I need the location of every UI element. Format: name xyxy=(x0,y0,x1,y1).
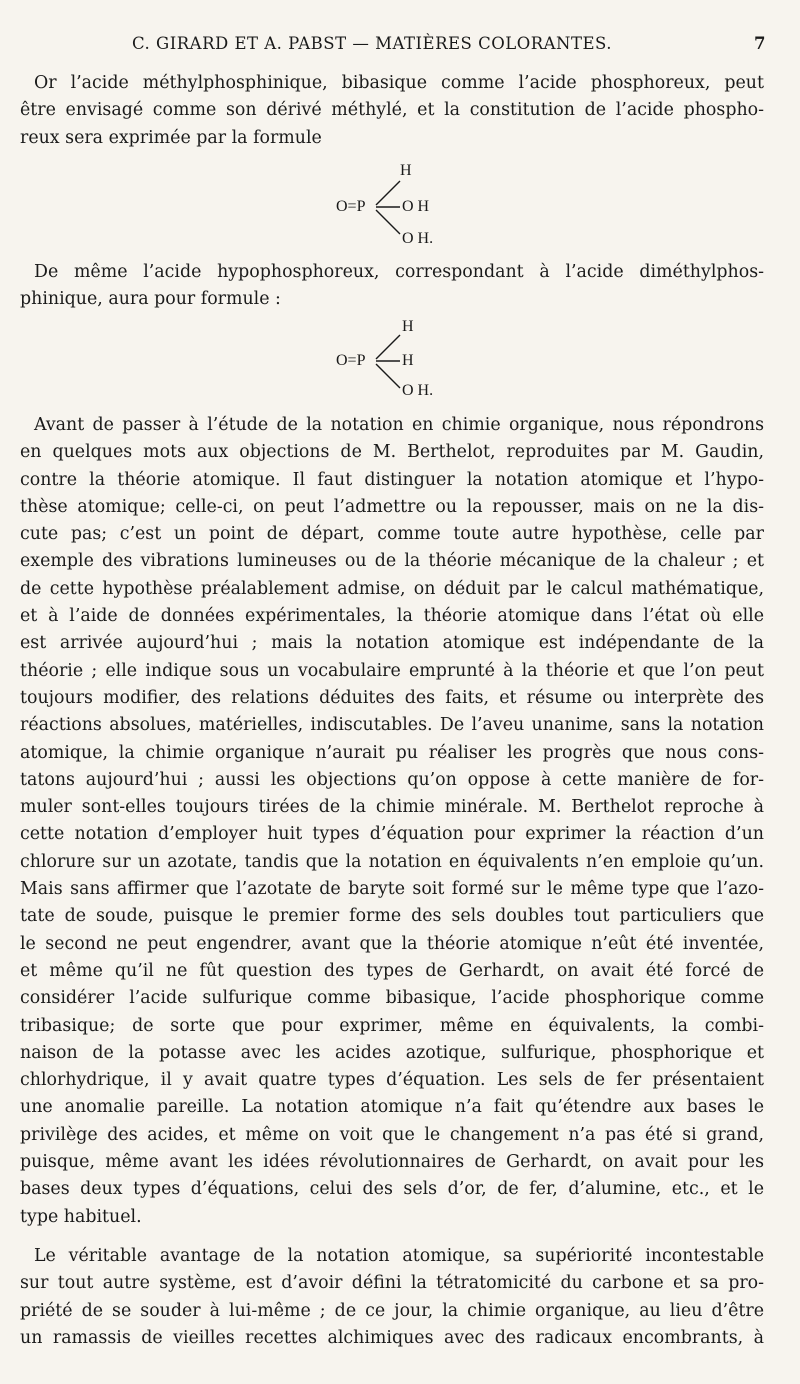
formula-atom: O=P xyxy=(336,198,366,215)
hypophosphorous-acid-formula xyxy=(336,314,476,414)
paragraph-1 xyxy=(20,70,764,152)
running-header xyxy=(40,34,776,58)
text-line: priété de se souder à lui-même ; de ce jour, la chimie organique, au lieu d’être xyxy=(20,1300,764,1321)
text-line: un ramassis de vieilles recettes alchimiques avec des radicaux encombrants, à xyxy=(20,1327,764,1348)
text-line: être envisagé comme son dérivé méthylé, et la constitution de l’acide phospho- xyxy=(20,100,764,121)
formula-atom: O=P xyxy=(336,352,366,369)
text-line: en quelques mots aux objections de M. Berthelot, reproduites par M. Gaudin, xyxy=(20,442,764,463)
paragraph-2 xyxy=(20,259,764,314)
paragraph-3 xyxy=(20,412,764,1231)
text-line: chlorhydrique, il y avait quatre types d’équation. Les sels de fer présentaient xyxy=(20,1070,764,1091)
running-title: C. GIRARD ET A. PABST — MATIÈRES COLORANTES. xyxy=(132,34,613,53)
text-line: exemple des vibrations lumineuses ou de la théorie mécanique de la chaleur ; et xyxy=(20,551,764,572)
text-line: et même qu’il ne fût question des types de Gerhardt, on avait été forcé de xyxy=(20,960,764,981)
text-line: tribasique; de sorte que pour exprimer, même en équivalents, la combi- xyxy=(20,1015,764,1036)
page-number: 7 xyxy=(754,34,766,53)
text-line: théorie ; elle indique sous un vocabulaire emprunté à la théorie et que l’on peut xyxy=(20,660,764,681)
text-line: Le véritable avantage de la notation atomique, sa supériorité incontestable xyxy=(34,1246,764,1266)
text-line: de cette hypothèse préalablement admise, on déduit par le calcul mathématique, xyxy=(20,578,764,599)
formula-atom: H xyxy=(402,318,414,335)
text-line: toujours modifier, des relations déduites des faits, et résume ou interprète des xyxy=(20,687,764,708)
text-line: puisque, même avant les idées révolutionnaires de Gerhardt, on avait pour les xyxy=(20,1152,764,1173)
text-line: type habituel. xyxy=(20,1206,142,1227)
text-line: atomique, la chimie organique n’aurait pu réaliser les progrès que nous cons- xyxy=(20,742,764,763)
formula-atom: O H. xyxy=(402,230,434,247)
text-line: privilège des acides, et même on voit que le changement n’a pas été si grand, xyxy=(20,1124,764,1145)
text-line: et à l’aide de données expérimentales, la théorie atomique dans l’état où elle xyxy=(20,606,764,627)
text-line: naison de la potasse avec les acides azotique, sulfurique, phosphorique et xyxy=(20,1042,764,1063)
text-line: phinique, aura pour formule : xyxy=(20,289,281,310)
text-line: est arrivée aujourd’hui ; mais la notation atomique est indépendante de la xyxy=(20,633,764,654)
text-line: tate de soude, puisque le premier forme des sels doubles tout particuliers que xyxy=(20,906,764,927)
formula-atom: O H. xyxy=(402,382,434,399)
text-line: Mais sans affirmer que l’azotate de baryte soit formé sur le même type que l’azo- xyxy=(20,879,764,900)
text-line: Or l’acide méthylphosphinique, bibasique comme l’acide phosphoreux, peut xyxy=(34,73,764,93)
text-line: réactions absolues, matérielles, indiscutables. De l’aveu unanime, sans la notation xyxy=(20,715,764,736)
phosphorous-acid-formula xyxy=(336,158,476,258)
text-line: considérer l’acide sulfurique comme bibasique, l’acide phosphorique comme xyxy=(20,988,764,1009)
text-line: reux sera exprimée par la formule xyxy=(20,127,322,148)
formula-atom: O H xyxy=(402,198,430,215)
formula-atom: H xyxy=(400,162,412,179)
formula-atom: H xyxy=(402,352,414,369)
text-line: bases deux types d’équations, celui des sels d’or, de fer, d’alumine, etc., et le xyxy=(20,1179,764,1200)
text-line: contre la théorie atomique. Il faut distinguer la notation atomique et l’hypo- xyxy=(20,469,764,490)
text-line: De même l’acide hypophosphoreux, correspondant à l’acide diméthylphos- xyxy=(34,262,764,282)
text-line: thèse atomique; celle-ci, on peut l’admettre ou la repousser, mais on ne la dis- xyxy=(20,496,764,517)
text-line: une anomalie pareille. La notation atomique n’a fait qu’étendre aux bases le xyxy=(20,1097,764,1118)
paragraph-4 xyxy=(20,1243,764,1352)
text-line: chlorure sur un azotate, tandis que la notation en équivalents n’en emploie qu’un. xyxy=(20,851,764,872)
text-line: cette notation d’employer huit types d’équation pour exprimer la réaction d’un xyxy=(20,824,764,845)
text-line: le second ne peut engendrer, avant que la théorie atomique n’eût été inventée, xyxy=(20,933,764,954)
text-line: tatons aujourd’hui ; aussi les objections qu’on oppose à cette manière de for- xyxy=(20,769,764,790)
text-line: muler sont-elles toujours tirées de la chimie minérale. M. Berthelot reproche à xyxy=(20,797,764,818)
text-line: Avant de passer à l’étude de la notation en chimie organique, nous répondrons xyxy=(34,415,764,435)
text-line: cute pas; c’est un point de départ, comme toute autre hypothèse, celle par xyxy=(20,524,764,545)
text-line: sur tout autre système, est d’avoir défini la tétratomicité du carbone et sa pro- xyxy=(20,1273,764,1294)
